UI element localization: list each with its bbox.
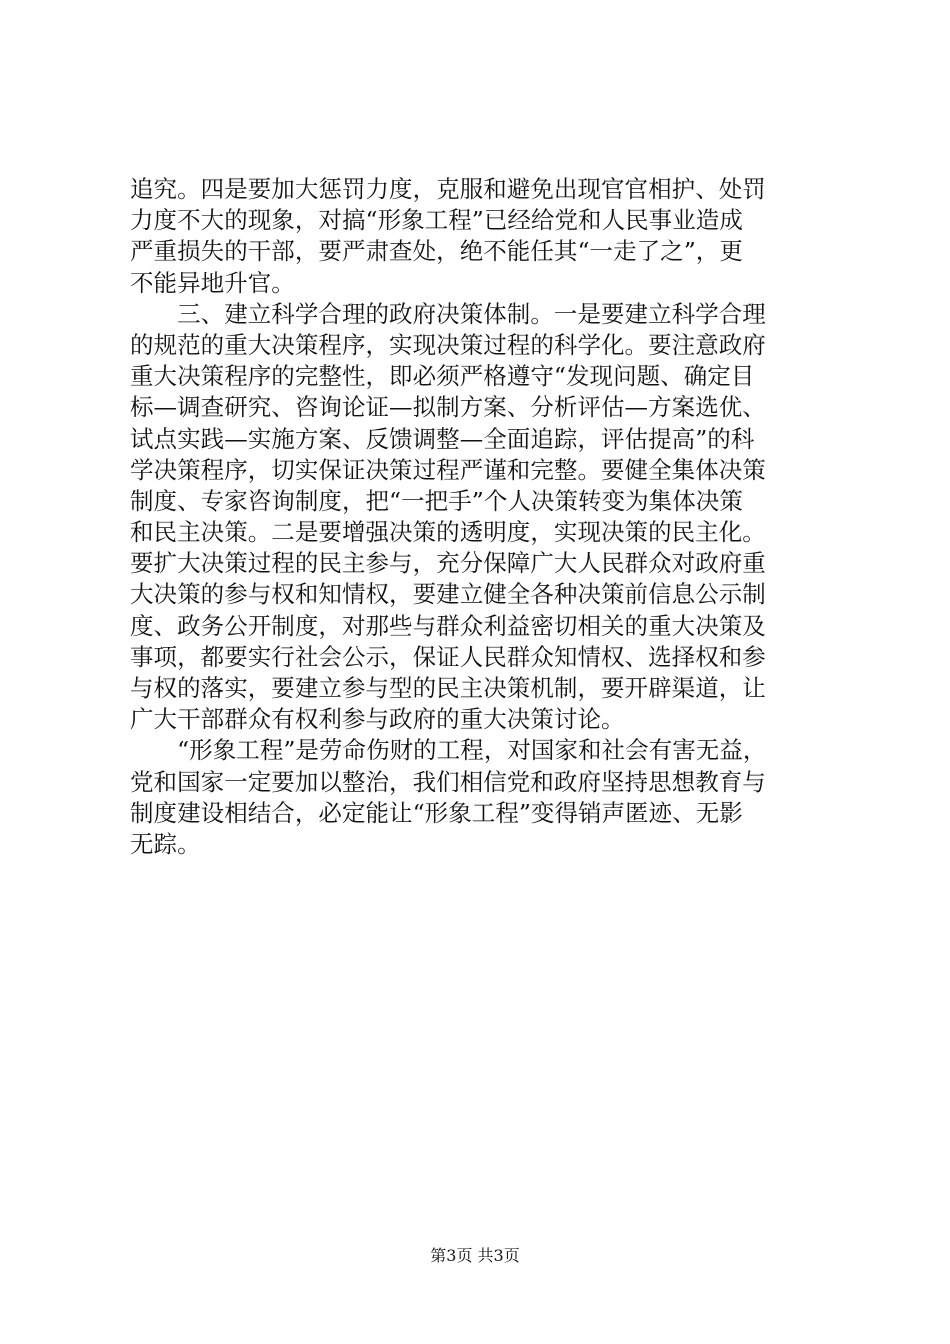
text-line: 事项，都要实行社会公示，保证人民群众知情权、选择权和参 xyxy=(130,642,766,671)
paragraph-conclusion xyxy=(130,735,830,860)
text-line: 广大干部群众有权利参与政府的重大决策讨论。 xyxy=(130,705,625,734)
text-line: 党和国家一定要加以整治，我们相信党和政府坚持思想教育与 xyxy=(130,767,766,796)
text-line: 制度建设相结合，必定能让“形象工程”变得销声匿迹、无影 xyxy=(130,798,743,827)
page-number-indicator: 第3页 共3页 xyxy=(430,1246,520,1265)
text-line: 标—调查研究、咨询论证—拟制方案、分析评估—方案选优、 xyxy=(130,393,766,422)
paragraph-decision-system xyxy=(130,299,830,736)
text-line: 与权的落实，要建立参与型的民主决策机制，要开辟渠道，让 xyxy=(130,674,766,702)
text-line: 大决策的参与权和知情权，要建立健全各种决策前信息公示制 xyxy=(130,580,766,609)
text-line: 三、建立科学合理的政府决策体制。一是要建立科学合理 xyxy=(130,299,766,328)
text-line: 度、政务公开制度，对那些与群众利益密切相关的重大决策及 xyxy=(130,611,766,640)
text-line: 严重损失的干部，要严肃查处，绝不能任其“一走了之”，更 xyxy=(130,237,743,266)
text-line: 的规范的重大决策程序，实现决策过程的科学化。要注意政府 xyxy=(130,330,766,359)
document-body xyxy=(130,174,830,860)
text-line: 无踪。 xyxy=(130,829,201,858)
text-line: 制度、专家咨询制度，把“一把手”个人决策转变为集体决策 xyxy=(130,486,743,515)
text-line: 试点实践—实施方案、反馈调整—全面追踪，评估提高”的科 xyxy=(130,424,755,453)
text-line: “形象工程”是劳命伤财的工程，对国家和社会有害无益， xyxy=(130,736,767,765)
paragraph-punishment-continuation xyxy=(130,174,830,299)
page-footer xyxy=(0,1243,950,1266)
text-line: 追究。四是要加大惩罚力度，克服和避免出现官官相护、处罚 xyxy=(130,175,766,203)
text-line: 不能异地升官。 xyxy=(130,268,295,297)
text-line: 要扩大决策过程的民主参与，充分保障广大人民群众对政府重 xyxy=(130,549,766,578)
text-line: 学决策程序，切实保证决策过程严谨和完整。要健全集体决策 xyxy=(130,455,766,484)
text-line: 和民主决策。二是要增强决策的透明度，实现决策的民主化。 xyxy=(130,518,766,547)
text-line: 力度不大的现象，对搞“形象工程”已经给党和人民事业造成 xyxy=(130,206,743,235)
text-line: 重大决策程序的完整性，即必须严格遵守“发现问题、确定目 xyxy=(130,362,755,391)
